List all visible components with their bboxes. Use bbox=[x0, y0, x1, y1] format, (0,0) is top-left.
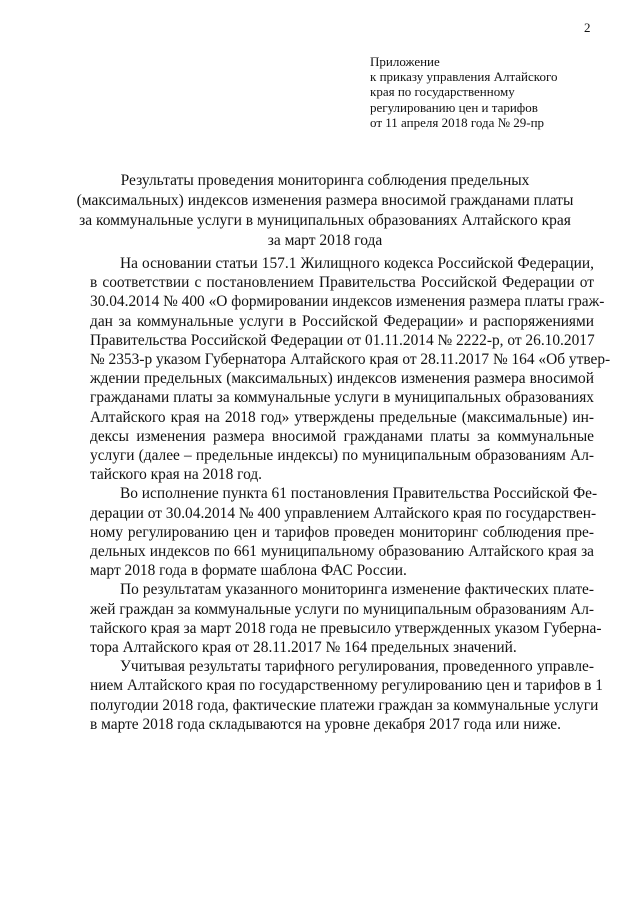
paragraph-line: ному регулированию цен и тарифов проведен мониторинг соблюдения пре- bbox=[90, 523, 594, 541]
paragraph-line: в соответствии с постановлением Правительства Российской Федерации от bbox=[90, 274, 594, 292]
page-number: 2 bbox=[584, 20, 591, 35]
appendix-line: регулированию цен и тарифов bbox=[370, 99, 538, 115]
paragraph-line: № 2353-р указом Губернатора Алтайского края от 28.11.2017 № 164 «Об утвер- bbox=[90, 351, 611, 369]
document-title bbox=[60, 171, 590, 251]
paragraph-line: дерации от 30.04.2014 № 400 управлением Алтайского края по государствен- bbox=[90, 504, 597, 522]
document-body bbox=[90, 254, 611, 734]
paragraph-line: нием Алтайского края по государственному регулированию цен и тарифов в 1 bbox=[90, 677, 603, 695]
paragraph-line: услуги (далее – предельные индексы) по муниципальным образованиям Ал- bbox=[90, 447, 594, 465]
title-line: Результаты проведения мониторинга соблюдения предельных bbox=[120, 172, 530, 189]
appendix-line: к приказу управления Алтайского bbox=[370, 69, 558, 85]
paragraph bbox=[90, 580, 602, 657]
paragraph-line: дан за коммунальные услуги в Российской Федерации» и распоряжениями bbox=[90, 312, 594, 330]
appendix-line: края по государственному bbox=[370, 84, 515, 100]
appendix-line: Приложение bbox=[370, 54, 440, 69]
paragraph-line: жей граждан за коммунальные услуги по муниципальным образованиям Ал- bbox=[90, 600, 594, 618]
paragraph-line: тайского края за март 2018 года не превысило утвержденных указом Губерна- bbox=[90, 619, 602, 637]
paragraph-line: в марте 2018 года складываются на уровне декабря 2017 года или ниже. bbox=[90, 715, 561, 733]
paragraph-line: тайского края на 2018 год. bbox=[90, 466, 263, 484]
paragraph bbox=[90, 657, 603, 734]
title-line: за коммунальные услуги в муниципальных образованиях Алтайского края bbox=[79, 212, 571, 229]
title-line: (максимальных) индексов изменения размера вносимой гражданами платы bbox=[76, 192, 574, 209]
paragraph-line: 30.04.2014 № 400 «О формировании индексов изменения размера платы граж- bbox=[90, 293, 605, 311]
paragraph bbox=[90, 484, 598, 580]
paragraph-line: Учитывая результаты тарифного регулирования, проведенного управле- bbox=[120, 658, 594, 676]
paragraph-line: полугодии 2018 года, фактические платежи граждан за коммунальные услуги bbox=[90, 696, 599, 714]
paragraph-line: дельных индексов по 661 муниципальному образованию Алтайского края за bbox=[90, 543, 594, 561]
paragraph-line: ждении предельных (максимальных) индексов изменения размера вносимой bbox=[90, 370, 594, 388]
paragraph-line: гражданами платы за коммунальные услуги в муниципальных образованиях bbox=[90, 389, 594, 407]
appendix-note bbox=[370, 54, 620, 130]
paragraph-line: Правительства Российской Федерации от 01.11.2014 № 2222-р, от 26.10.2017 bbox=[90, 331, 595, 349]
paragraph-line: дексы изменения размера вносимой гражданами платы за коммунальные bbox=[90, 427, 594, 445]
paragraph-line: март 2018 года в формате шаблона ФАС России. bbox=[90, 562, 407, 580]
paragraph bbox=[90, 254, 611, 484]
appendix-line: от 11 апреля 2018 года № 29-пр bbox=[370, 114, 545, 130]
title-line: за март 2018 года bbox=[267, 232, 383, 249]
paragraph-line: тора Алтайского края от 28.11.2017 № 164 предельных значений. bbox=[90, 639, 517, 657]
paragraph-line: По результатам указанного мониторинга изменение фактических плате- bbox=[120, 581, 594, 599]
paragraph-line: Алтайского края на 2018 год» утверждены предельные (максимальные) ин- bbox=[90, 408, 594, 426]
paragraph-line: На основании статьи 157.1 Жилищного кодекса Российской Федерации, bbox=[120, 255, 594, 272]
paragraph-line: Во исполнение пункта 61 постановления Правительства Российской Фе- bbox=[120, 485, 598, 503]
